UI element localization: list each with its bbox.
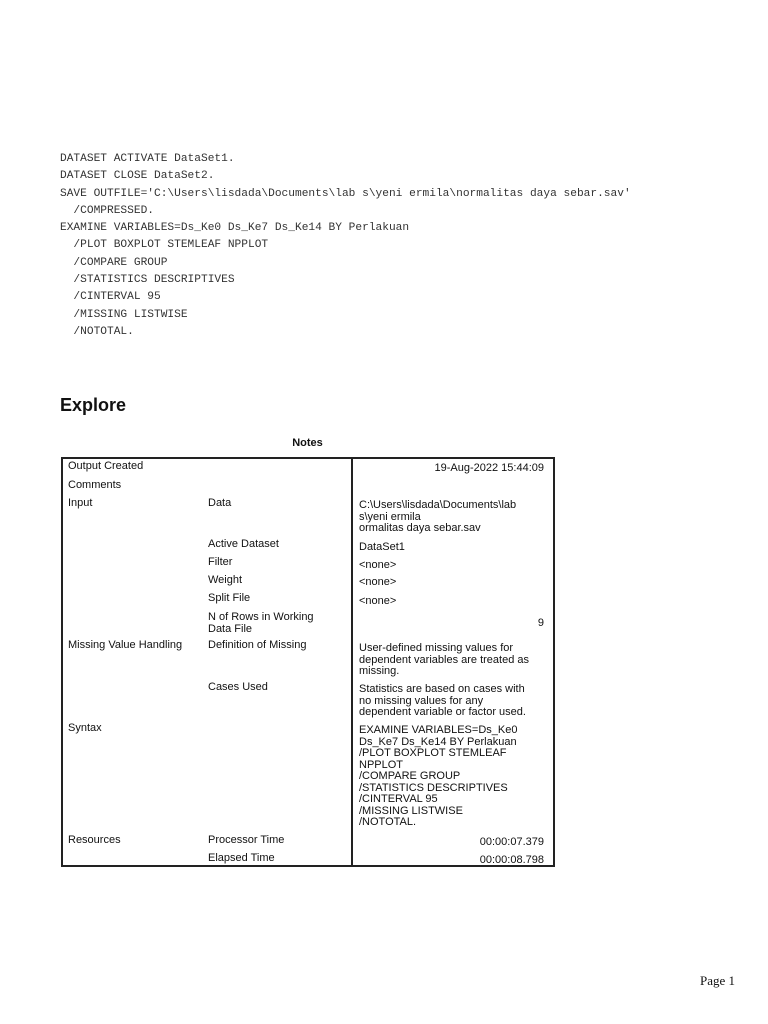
syntax-line: /NOTOTAL. (60, 325, 134, 338)
weight-label: Weight (208, 574, 243, 586)
syntax-line: /STATISTICS DESCRIPTIVES (60, 274, 235, 287)
n-rows-value: 9 (537, 617, 544, 629)
n-rows-label: N of Rows in Working Data File (208, 611, 314, 635)
syntax-value: EXAMINE VARIABLES=Ds_Ke0 Ds_Ke7 Ds_Ke14 BY Perlakuan /PLOT BOXPLOT STEMLEAF NPPLOT /COMPARE GROUP /STATISTICS DESCRIPTIVES /CINTERVAL 95 /MISSING LISTWISE /NOTOTAL. (359, 724, 518, 828)
elapsed-time-value: 00:00:08.798 (479, 854, 544, 866)
syntax-line: SAVE OUTFILE='C:\Users\lisdada\Documents\lab s\yeni ermila\normalitas daya sebar.sav' (60, 187, 631, 200)
filter-value: <none> (359, 559, 397, 571)
data-value: C:\Users\lisdada\Documents\lab s\yeni ermila ormalitas daya sebar.sav (359, 499, 517, 534)
syntax-log (60, 151, 631, 341)
elapsed-time-label: Elapsed Time (208, 852, 275, 864)
syntax-line: /MISSING LISTWISE (60, 308, 188, 321)
split-file-value: <none> (359, 595, 397, 607)
notes-table (61, 457, 555, 867)
syntax-line: /COMPARE GROUP (60, 256, 168, 269)
output-created-value: 19-Aug-2022 15:44:09 (434, 462, 544, 474)
missing-value-handling-label: Missing Value Handling (68, 639, 183, 651)
cases-used-value: Statistics are based on cases with no missing values for any dependent variable or factor used. (359, 683, 526, 718)
active-dataset-label: Active Dataset (208, 538, 279, 550)
notes-table-title: Notes (292, 437, 323, 449)
data-label: Data (208, 497, 232, 509)
resources-label: Resources (68, 834, 121, 846)
processor-time-label: Processor Time (208, 834, 285, 846)
syntax-line: /COMPRESSED. (60, 204, 154, 217)
syntax-line: DATASET CLOSE DataSet2. (60, 170, 215, 183)
syntax-label: Syntax (68, 722, 102, 734)
syntax-line: /PLOT BOXPLOT STEMLEAF NPPLOT (60, 239, 269, 252)
active-dataset-value: DataSet1 (359, 541, 405, 553)
page-number: Page 1 (699, 973, 735, 988)
section-heading: Explore (60, 395, 127, 415)
output-created-label: Output Created (68, 460, 144, 472)
syntax-line: DATASET ACTIVATE DataSet1. (60, 153, 235, 165)
comments-label: Comments (68, 479, 122, 491)
definition-of-missing-label: Definition of Missing (208, 639, 307, 651)
syntax-line: /CINTERVAL 95 (60, 291, 161, 304)
syntax-line: EXAMINE VARIABLES=Ds_Ke0 Ds_Ke7 Ds_Ke14 BY Perlakuan (60, 222, 410, 235)
weight-value: <none> (359, 576, 397, 588)
input-label: Input (68, 497, 93, 509)
filter-label: Filter (208, 556, 233, 568)
processor-time-value: 00:00:07.379 (479, 836, 544, 848)
column-divider (351, 459, 353, 865)
definition-of-missing-value: User-defined missing values for dependent variables are treated as missing. (359, 642, 530, 677)
split-file-label: Split File (208, 592, 251, 604)
cases-used-label: Cases Used (208, 681, 268, 693)
